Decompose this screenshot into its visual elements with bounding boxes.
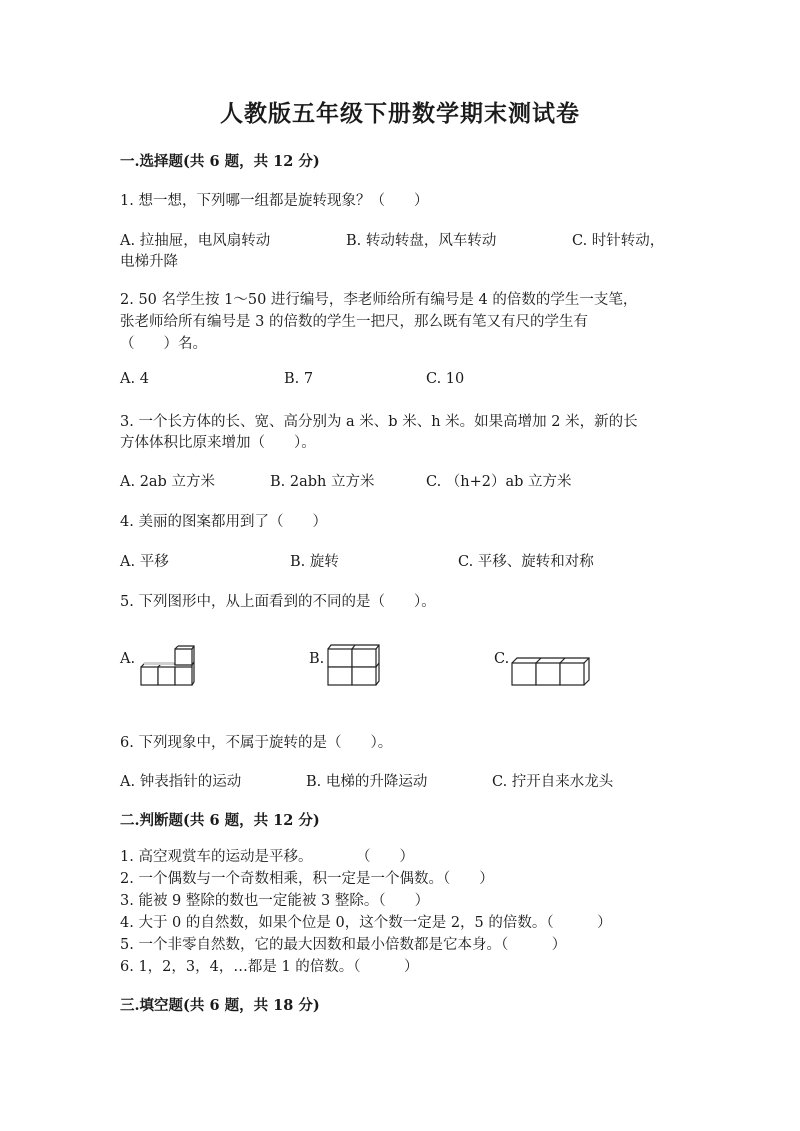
judgement-item-6: 6. 1，2，3，4，…都是 1 的倍数。（ ） <box>120 959 419 975</box>
question-3-line-1: 3. 一个长方体的长、宽、高分别为 a 米、b 米、h 米。如果高增加 2 米，新的长 <box>120 414 638 430</box>
question-5-figure-c <box>510 655 594 687</box>
question-2-line-2: 张老师给所有编号是 3 的倍数的学生一把尺，那么既有笔又有尺的学生有 <box>120 314 588 330</box>
question-3-option-c: C. （h+2）ab 立方米 <box>426 474 572 490</box>
question-1-option-c-cont: 电梯升降 <box>120 254 178 270</box>
judgement-item-5: 5. 一个非零自然数，它的最大因数和最小倍数都是它本身。（ ） <box>120 937 567 953</box>
question-4-stem: 4. 美丽的图案都用到了（ ） <box>120 514 327 530</box>
question-3-option-a: A. 2ab 立方米 <box>120 474 215 490</box>
question-6-option-a: A. 钟表指针的运动 <box>120 774 242 790</box>
question-1-stem: 1. 想一想，下列哪一组都是旋转现象？（ ） <box>120 193 429 209</box>
question-2-option-b: B. 7 <box>284 371 314 387</box>
question-5-option-a-label: A. <box>120 651 136 667</box>
question-1-option-c: C. 时针转动， <box>572 233 665 249</box>
question-6-option-c: C. 拧开自来水龙头 <box>492 774 614 790</box>
question-3-line-2: 方体体积比原来增加（ ）。 <box>120 435 316 451</box>
question-1-option-b: B. 转动转盘，风车转动 <box>346 233 497 249</box>
question-6-option-b: B. 电梯的升降运动 <box>306 774 428 790</box>
judgement-item-4: 4. 大于 0 的自然数，如果个位是 0，这个数一定是 2，5 的倍数。（ ） <box>120 915 612 931</box>
question-4-option-a: A. 平移 <box>120 554 169 570</box>
question-4-option-c: C. 平移、旋转和对称 <box>458 554 594 570</box>
question-2-option-c: C. 10 <box>426 371 465 387</box>
question-5-figure-b <box>326 643 380 687</box>
question-5-figure-a <box>138 645 196 687</box>
question-2-line-3: （ ）名。 <box>120 336 207 352</box>
question-1-option-a: A. 拉抽屉，电风扇转动 <box>120 233 271 249</box>
section-heading-judgement: 二.判断题(共 6 题，共 12 分) <box>120 812 320 829</box>
judgement-item-3: 3. 能被 9 整除的数也一定能被 3 整除。（ ） <box>120 893 430 909</box>
question-6-stem: 6. 下列现象中，不属于旋转的是（ ）。 <box>120 735 393 751</box>
question-4-option-b: B. 旋转 <box>290 554 339 570</box>
question-5-option-b-label: B. <box>309 651 325 667</box>
section-heading-fill-blank: 三.填空题(共 6 题，共 18 分) <box>120 997 320 1014</box>
question-2-line-1: 2. 50 名学生按 1～50 进行编号，李老师给所有编号是 4 的倍数的学生一支笔， <box>120 292 638 308</box>
question-2-option-a: A. 4 <box>120 371 149 387</box>
question-5-option-c-label: C. <box>494 651 510 667</box>
section-heading-choice: 一.选择题(共 6 题，共 12 分) <box>120 153 320 170</box>
judgement-item-2: 2. 一个偶数与一个奇数相乘，积一定是一个偶数。（ ） <box>120 871 494 887</box>
question-3-option-b: B. 2abh 立方米 <box>270 474 375 490</box>
page-title: 人教版五年级下册数学期末测试卷 <box>220 100 580 127</box>
question-5-stem: 5. 下列图形中，从上面看到的不同的是（ ）。 <box>120 594 436 610</box>
judgement-item-1: 1. 高空观赏车的运动是平移。 （ ） <box>120 849 414 865</box>
